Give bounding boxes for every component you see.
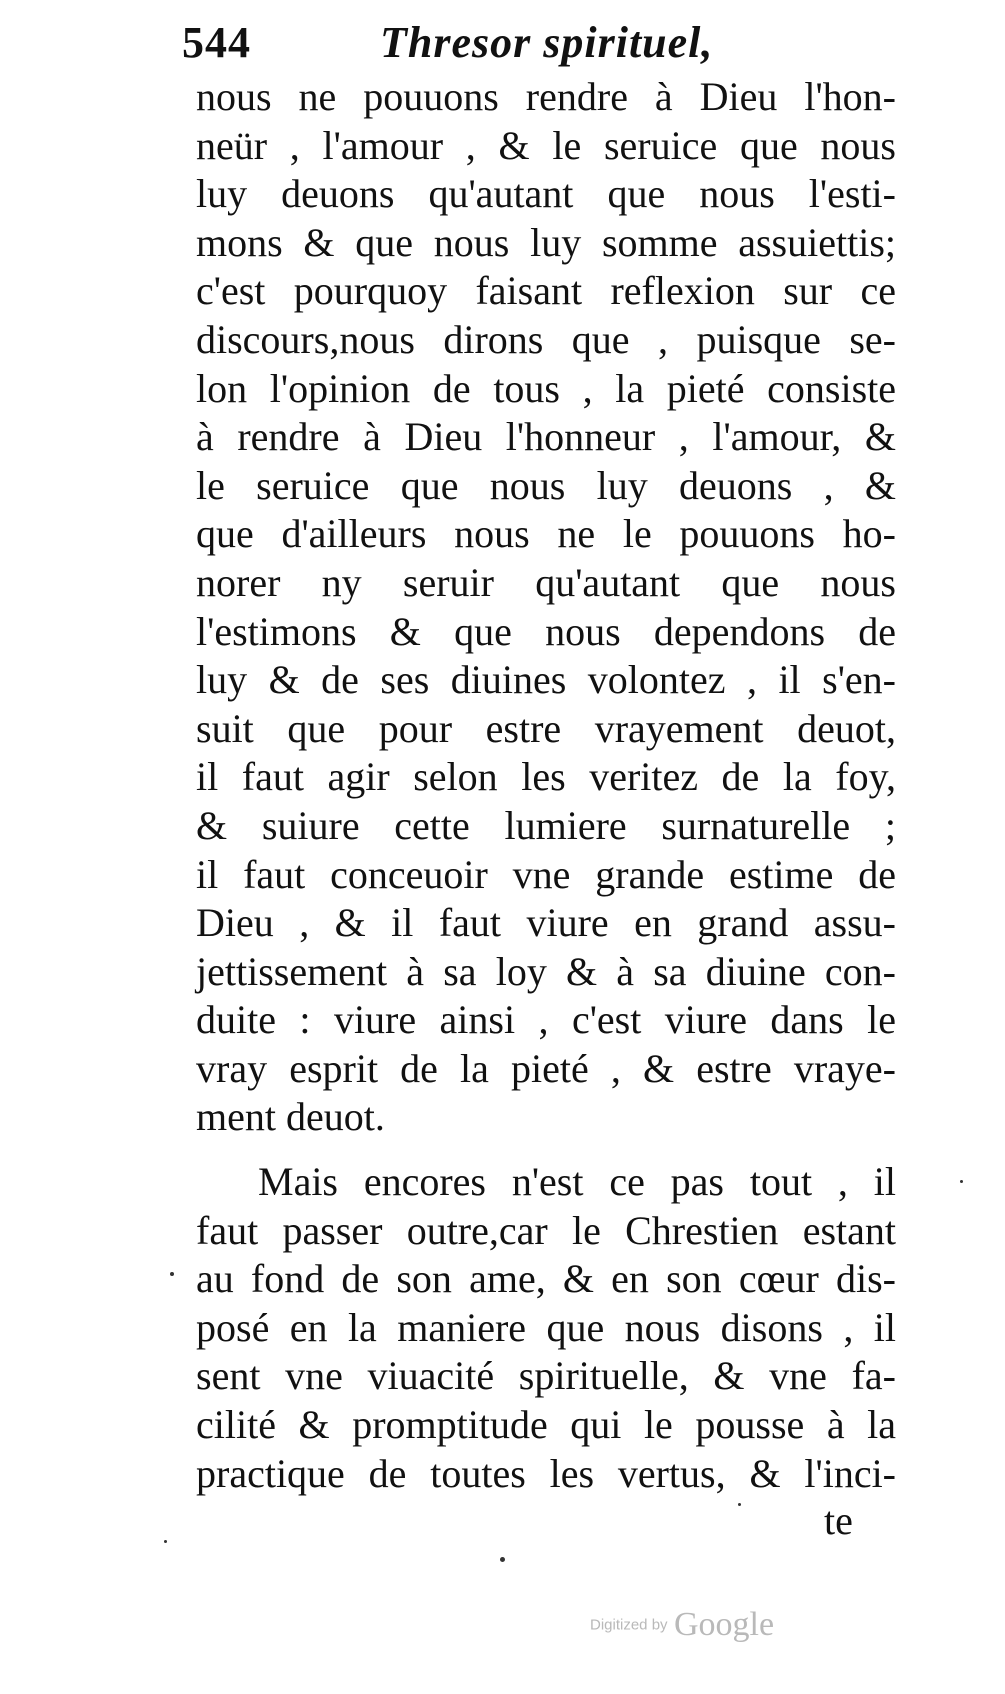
print-speck — [170, 1272, 174, 1276]
text-line: jettissement à sa loy & à sa diuine con- — [196, 948, 896, 994]
text-line: luy deuons qu'autant que nous l'esti- — [196, 171, 896, 217]
watermark-prefix: Digitized by — [590, 1616, 668, 1634]
text-line: l'estimons & que nous dependons de — [196, 608, 896, 654]
print-speck — [164, 1540, 167, 1543]
text-line: mons & que nous luy somme assuiettis; — [196, 219, 896, 265]
text-line: au fond de son ame, & en son cœur dis- — [196, 1256, 896, 1302]
catchword: te — [824, 1498, 853, 1543]
text-line: que d'ailleurs nous ne le pouuons ho- — [196, 511, 896, 557]
text-line: Mais encores n'est ce pas tout , il — [258, 1159, 896, 1205]
print-speck — [738, 1503, 741, 1506]
text-line: il faut conceuoir vne grande estime de — [196, 851, 896, 897]
text-line: cilité & promptitude qui le pousse à la — [196, 1402, 896, 1448]
text-line: & suiure cette lumiere surnaturelle ; — [196, 802, 896, 848]
text-line: ment deuot. — [196, 1094, 385, 1140]
text-line: lon l'opinion de tous , la pieté consiste — [196, 365, 896, 411]
digitization-watermark — [590, 1606, 774, 1644]
text-line: neür , l'amour , & le seruice que nous — [196, 122, 896, 168]
text-line: norer ny seruir qu'autant que nous — [196, 559, 896, 605]
running-title: Thresor spirituel, — [380, 18, 714, 67]
text-line: suit que pour estre vrayement deuot, — [196, 705, 896, 751]
text-line: duite : viure ainsi , c'est viure dans le — [196, 997, 896, 1043]
text-line: luy & de ses diuines volontez , il s'en- — [196, 657, 896, 703]
page-number: 544 — [182, 18, 251, 67]
text-line: le seruice que nous luy deuons , & — [196, 462, 896, 508]
text-line: vray esprit de la pieté , & estre vraye- — [196, 1045, 896, 1091]
page-header — [182, 14, 714, 72]
print-speck — [500, 1557, 505, 1562]
text-line: c'est pourquoy faisant reflexion sur ce — [196, 268, 896, 314]
text-line: practique de toutes les vertus, & l'inci- — [196, 1450, 896, 1496]
body-text — [196, 73, 896, 1498]
text-line: faut passer outre,car le Chrestien estant — [196, 1207, 896, 1253]
text-line: sent vne viuacité spirituelle, & vne fa- — [196, 1353, 896, 1399]
print-speck — [960, 1180, 963, 1183]
google-logo: Google — [674, 1606, 775, 1643]
text-line: il faut agir selon les veritez de la foy, — [196, 754, 896, 800]
text-line: posé en la maniere que nous disons , il — [196, 1304, 896, 1350]
text-line: discours,nous dirons que , puisque se- — [196, 316, 896, 362]
text-line: Dieu , & il faut viure en grand assu- — [196, 900, 896, 946]
text-line: à rendre à Dieu l'honneur , l'amour, & — [196, 414, 896, 460]
text-line: nous ne pouuons rendre à Dieu l'hon- — [196, 74, 896, 119]
